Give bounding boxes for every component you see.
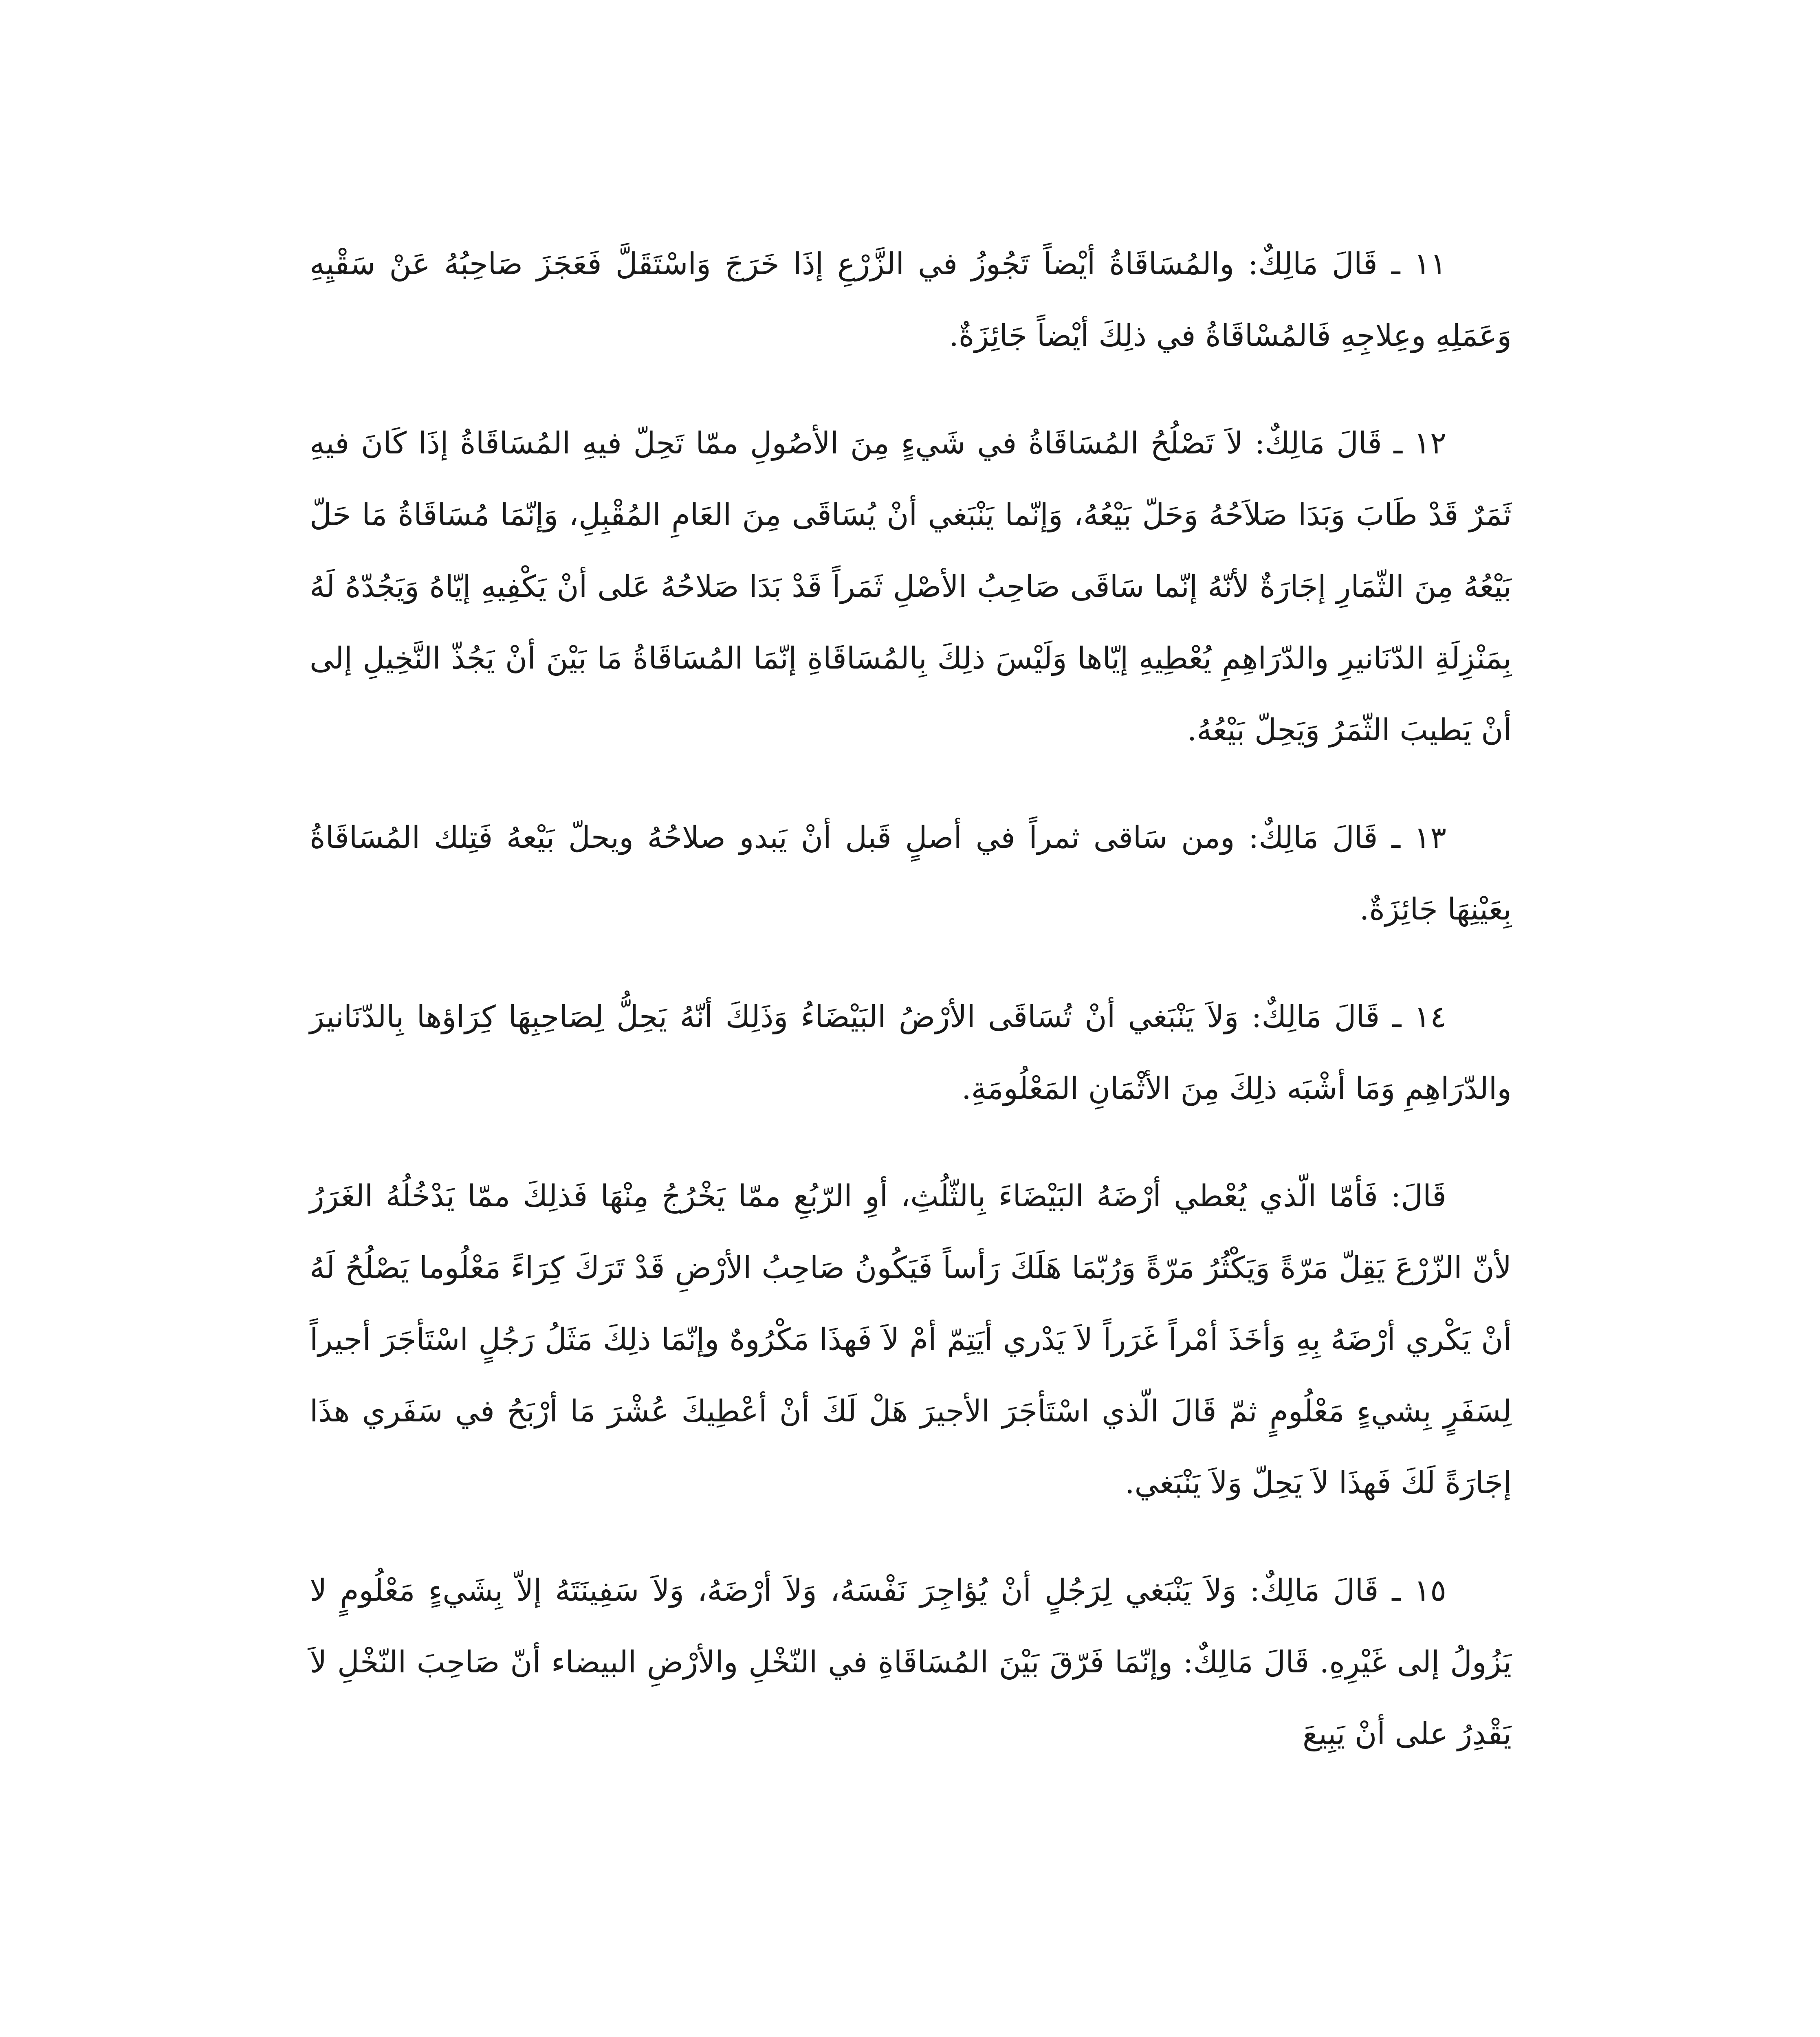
paragraph-14-continued: قَالَ: فَأمّا الّذي يُعْطي أرْضَهُ البَيْضَاءَ بِالثّلُثِ، أوِ الرّبُعِ ممّا يَخْرُجُ مِنْهَا فَذلِكَ ممّا يَدْخُلُهُ الغَرَرُ لأنّ الزّرْعَ يَقِلّ مَرّةً وَيَكْثُرُ مَرّةً وَرُبّمَا هَلَكَ رَأساً فَيَكُونُ صَاحِبُ الأرْضِ قَدْ تَرَكَ كِرَاءً مَعْلُوما يَصْلُحُ لَهُ أنْ يَكْري أرْضَهُ بِهِ وَأخَذَ أمْراً غَرَراً لاَ يَدْري أيَتِمّ أمْ لاَ فَهذَا مَكْرُوهٌ وإنّمَا ذلِكَ مَثَلُ رَجُلٍ اسْتَأجَرَ أجيراً لِسَفَرٍ بِشيءٍ مَعْلُومٍ ثمّ قَالَ الّذي اسْتَأجَرَ الأجيرَ هَلْ لَكَ أنْ أعْطِيكَ عُشْرَ مَا أرْبَحُ في سَفَري هذَا إجَارَةً لَكَ فَهذَا لاَ يَحِلّ وَلاَ يَنْبَغي. (310, 1179, 1512, 1500)
paragraph-11: ١١ ـ قَالَ مَالِكٌ: والمُسَاقَاةُ أيْضاً تَجُوزُ في الزَّرْعِ إذَا خَرَجَ وَاسْتَقَلَّ فَعَجَزَ صَاحِبُهُ عَنْ سَقْيِهِ وَعَمَلِهِ وعِلاجِهِ فَالمُسْاقَاةُ في ذلِكَ أيْضاً جَائِزَةٌ. (310, 246, 1512, 353)
paragraph-12: ١٢ ـ قَالَ مَالِكٌ: لاَ تَصْلُحُ المُسَاقَاةُ في شَيءٍ مِنَ الأصُولِ ممّا تَحِلّ فيهِ المُسَاقَاةُ إذَا كَانَ فيهِ ثَمَرٌ قَدْ طَابَ وَبَدَا صَلاَحُهُ وَحَلّ بَيْعُهُ، وَإنّما يَنْبَغي أنْ يُسَاقَى مِنَ العَامِ المُقْبِلِ، وَإنّمَا مُسَاقَاةُ مَا حَلّ بَيْعُهُ مِنَ الثّمَارِ إجَارَةٌ لأنّهُ إنّما سَاقَى صَاحِبُ الأصْلِ ثَمَراً قَدْ بَدَا صَلاحُهُ عَلى أنْ يَكْفِيهِ إيّاهُ وَيَجُدّهُ لَهُ بِمَنْزِلَةِ الدّنَانيرِ والدّرَاهِمِ يُعْطِيهِ إيّاها وَلَيْسَ ذلِكَ بِالمُسَاقَاةِ إنّمَا المُسَاقَاةُ مَا بَيْنَ أنْ يَجُذّ النَّخِيلِ إلى أنْ يَطيبَ الثّمَرُ وَيَحِلّ بَيْعُهُ. (310, 426, 1512, 748)
paragraph-14: ١٤ ـ قَالَ مَالِكٌ: وَلاَ يَنْبَغي أنْ تُسَاقَى الأرْضُ البَيْضَاءُ وَذَلِكَ أنّهُ يَحِلُّ لِصَاحِبِهَا كِرَاؤها بِالدّنَانيرَ والدّرَاهِمِ وَمَا أشْبَه ذلِكَ مِنَ الأثْمَانِ المَعْلُومَةِ. (310, 999, 1512, 1106)
paragraph-15: ١٥ ـ قَالَ مَالِكٌ: وَلاَ يَنْبَغي لِرَجُلٍ أنْ يُؤاجِرَ نَفْسَهُ، وَلاَ أرْضَهُ، وَلاَ سَفِينَتَهُ إلاّ بِشَيءٍ مَعْلُومٍ لا يَزُولُ إلى غَيْرِهِ. قَالَ مَالِكٌ: وإنّمَا فَرّقَ بَيْنَ المُسَاقَاةِ في النّخْلِ والأرْضِ البيضاء أنّ صَاحِبَ النّخْلِ لاَ يَقْدِرُ على أنْ يَبِيعَ (310, 1573, 1512, 1751)
body-text (310, 228, 1512, 1806)
paragraph-13: ١٣ ـ قَالَ مَالِكٌ: ومن سَاقى ثمراً في أصلٍ قَبل أنْ يَبدو صلاحُهُ ويحلّ بَيْعهُ فَتِلك المُسَاقَاةُ بِعَيْنِهَا جَائِزَةٌ. (310, 820, 1512, 927)
